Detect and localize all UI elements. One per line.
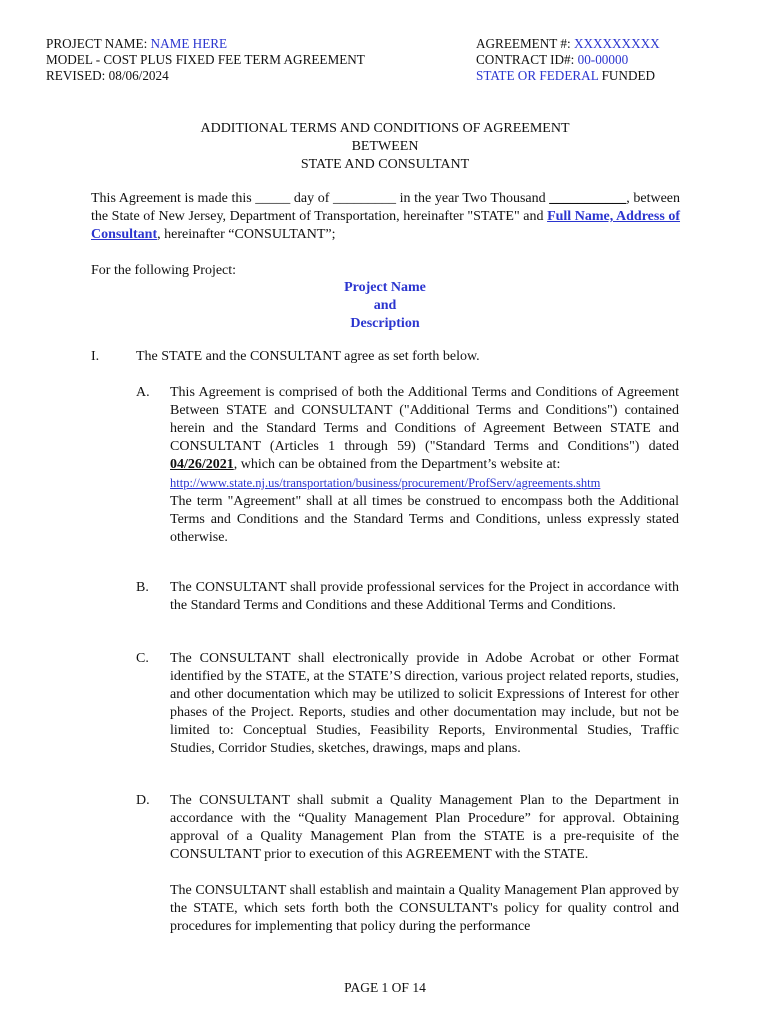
consultant-name-address: Full Name, Address of Consultant xyxy=(91,209,681,242)
section-number: I. xyxy=(91,349,100,364)
item-d-text-2: The CONSULTANT shall establish and maintain a Quality Management Plan approved by the STATE, which sets forth both the CONSULTANT's policy for quality control and procedures for implementing that policy during the performance xyxy=(170,883,679,934)
year-blank: ___________ xyxy=(549,191,627,206)
page-footer: PAGE 1 OF 14 xyxy=(344,980,426,995)
standard-terms-date: 04/26/2021 xyxy=(170,457,234,472)
header-right xyxy=(476,36,660,84)
model-line: MODEL - COST PLUS FIXED FEE TERM AGREEMENT xyxy=(46,52,365,67)
intro-text-3: , hereinafter “CONSULTANT”; xyxy=(157,227,336,242)
agreement-label: AGREEMENT #: xyxy=(476,36,571,51)
item-a-text-1: This Agreement is comprised of both the Additional Terms and Conditions of Agreement Between STATE and CONSULTANT ("Additional Terms and Conditions") contained herein and the Standard Terms and Conditions of Agreement Between STATE and CONSULTANT (Articles 1 through 59) ("Standard Terms and Conditions") dated xyxy=(170,385,679,454)
item-a-text-2: , which can be obtained from the Department’s website at: xyxy=(233,457,561,472)
intro-text-1: This Agreement is made this _____ day of _________ in the year Two Thousand xyxy=(91,191,550,206)
funding-label: FUNDED xyxy=(601,68,656,83)
section-text: The STATE and the CONSULTANT agree as set forth below. xyxy=(136,349,480,364)
item-a-label: A. xyxy=(136,385,150,400)
agreements-website-link[interactable]: http://www.state.nj.us/transportation/business/procurement/ProfServ/agreements.shtm xyxy=(170,476,601,490)
project-name-block xyxy=(0,279,770,333)
revised-line: REVISED: 08/06/2024 xyxy=(46,68,169,83)
project-name-value: NAME HERE xyxy=(150,36,228,51)
item-c-label: C. xyxy=(136,651,149,666)
document-title xyxy=(0,120,770,174)
agreement-value: XXXXXXXXX xyxy=(573,36,660,51)
contract-line xyxy=(476,52,660,68)
item-d-label: D. xyxy=(136,793,150,808)
title-line-2: BETWEEN xyxy=(351,139,419,154)
header-left xyxy=(46,36,365,84)
project-name-line xyxy=(46,36,365,52)
funding-line xyxy=(476,68,660,84)
for-project-label: For the following Project: xyxy=(91,263,237,278)
funding-source: STATE OR FEDERAL xyxy=(476,68,599,83)
contract-value: 00-00000 xyxy=(577,52,629,67)
item-a xyxy=(170,384,679,547)
item-a-text-3: The term "Agreement" shall at all times be construed to encompass both the Additional Terms and Conditions and the Standard Terms and Conditions, unless expressly stated otherwise. xyxy=(170,494,679,545)
title-line-3: STATE AND CONSULTANT xyxy=(300,157,470,172)
item-b-label: B. xyxy=(136,580,149,595)
intro-text-2: , between the State of New Jersey, Department of Transportation, hereinafter "STATE" and xyxy=(91,191,680,224)
project-name-line-2: and xyxy=(373,298,397,313)
item-a-paragraph xyxy=(170,384,679,474)
intro-paragraph xyxy=(91,190,680,244)
project-name-line-1: Project Name xyxy=(344,280,426,295)
project-name-line-3: Description xyxy=(350,316,420,331)
item-d xyxy=(170,792,679,936)
item-b-text: The CONSULTANT shall provide professional services for the Project in accordance with the Standard Terms and Conditions and these Additional Terms and Conditions. xyxy=(170,580,679,613)
title-line-1: ADDITIONAL TERMS AND CONDITIONS OF AGREEMENT xyxy=(200,121,570,136)
item-c-text: The CONSULTANT shall electronically provide in Adobe Acrobat or other Format identified by the STATE, at the STATE’S direction, various project related reports, studies, and other documentation which may be utilized to solicit Expressions of Interest for other phases of the Project. Reports, studies and other documentation may include, but not be limited to: Conceptual Studies, Feasibility Reports, Environmental Studies, Traffic Studies, Corridor Studies, sketches, drawings, maps and plans. xyxy=(170,651,679,756)
project-name-label: PROJECT NAME: xyxy=(46,36,148,51)
item-d-text-1: The CONSULTANT shall submit a Quality Management Plan to the Department in accordance with the “Quality Management Plan Procedure” for approval. Obtaining approval of a Quality Management Plan from the STATE is a pre-requisite of the CONSULTANT prior to execution of this AGREEMENT with the STATE. xyxy=(170,793,679,862)
contract-label: CONTRACT ID#: xyxy=(476,52,575,67)
agreement-line xyxy=(476,36,660,52)
